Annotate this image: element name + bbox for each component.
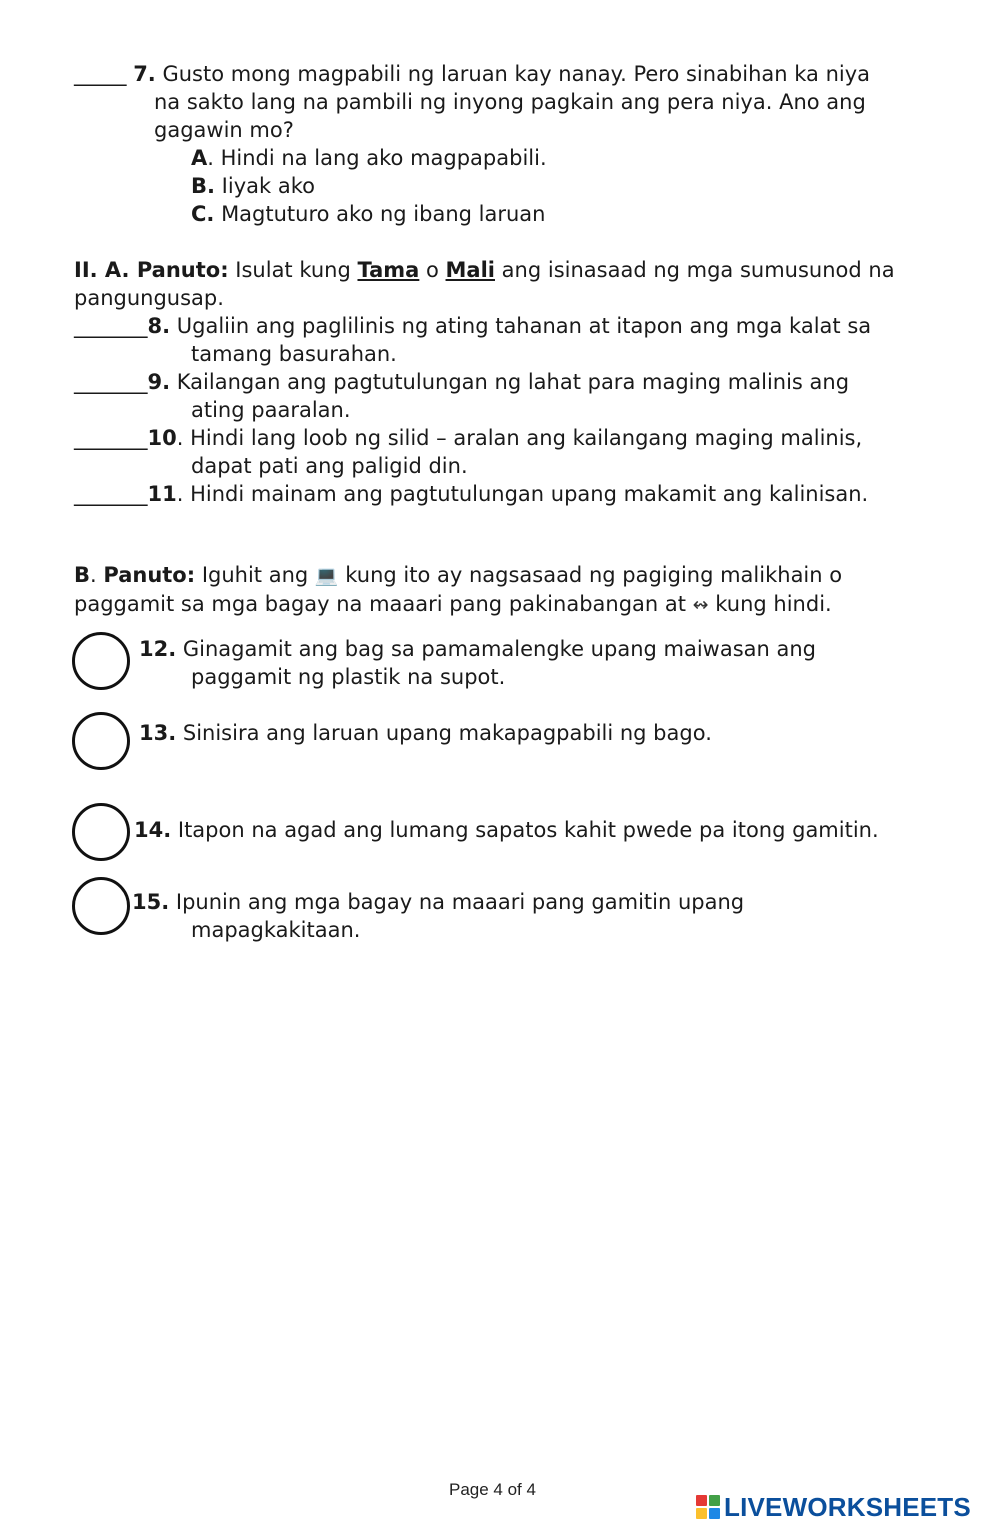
option-letter: B. [191, 174, 215, 198]
item-number: 10 [147, 426, 177, 450]
answer-blank[interactable]: _______ [74, 482, 148, 506]
panuto-label: Panuto: [103, 563, 196, 587]
answer-blank[interactable]: _____ [74, 62, 127, 86]
item-9: _______9. Kailangan ang pagtutulungan ng lahat para maging malinis ang [74, 370, 850, 394]
answer-circle-14[interactable] [72, 803, 130, 861]
mali-label: Mali [445, 258, 495, 282]
item-number: 12. [139, 637, 177, 661]
answer-circle-15[interactable] [72, 877, 130, 935]
item-number: 8. [147, 314, 171, 338]
question-7-line-1 [74, 60, 870, 88]
item-13: 13. Sinisira ang laruan upang makapagpabili ng bago. [139, 721, 712, 745]
item-12-line-2: paggamit ng plastik na supot. [191, 665, 506, 689]
answer-blank[interactable]: _______ [74, 426, 148, 450]
question-number: 7. [133, 62, 156, 86]
option-c [191, 200, 545, 228]
scribble-icon: ↭ [692, 594, 709, 616]
item-number: 13. [139, 721, 177, 745]
item-15-line-2: mapagkakitaan. [191, 918, 361, 942]
section-2a-instructions: II. A. Panuto: Isulat kung Tama o Mali ang isinasaad ng mga sumusunod na [74, 258, 895, 282]
item-number: 9. [147, 370, 171, 394]
option-text: Iiyak ako [214, 174, 315, 198]
item-number: 15. [132, 890, 170, 914]
item-number: 14. [134, 818, 172, 842]
section-letter: B [74, 563, 91, 587]
item-15: 15. Ipunin ang mga bagay na maaari pang gamitin upang [132, 890, 745, 914]
item-14: 14. Itapon na agad ang lumang sapatos kahit pwede pa itong gamitin. [134, 818, 879, 842]
question-7-line-3: gagawin mo? [154, 118, 294, 142]
section-2a-instructions-line-2: pangungusap. [74, 286, 224, 310]
option-letter: A [191, 146, 208, 170]
answer-blank[interactable]: _______ [74, 370, 148, 394]
question-text: Gusto mong magpabili ng laruan kay nanay. Pero sinabihan ka niya [162, 62, 871, 86]
option-text: Magtuturo ako ng ibang laruan [214, 202, 546, 226]
item-8: _______8. Ugaliin ang paglilinis ng ating tahanan at itapon ang mga kalat sa [74, 314, 872, 338]
item-number: 11 [147, 482, 177, 506]
answer-circle-12[interactable] [72, 632, 130, 690]
option-b [191, 172, 315, 200]
page-number: Page 4 of 4 [449, 1480, 536, 1499]
item-12: 12. Ginagamit ang bag sa pamamalengke upang maiwasan ang [139, 637, 817, 661]
section-label: II. A. Panuto: [74, 258, 229, 282]
option-a [191, 144, 547, 172]
item-8-line-2: tamang basurahan. [191, 342, 397, 366]
item-10-line-2: dapat pati ang paligid din. [191, 454, 468, 478]
option-letter: C. [191, 202, 215, 226]
item-11: _______11. Hindi mainam ang pagtutulungan upang makamit ang kalinisan. [74, 482, 869, 506]
option-text: . Hindi na lang ako magpapabili. [207, 146, 547, 170]
answer-circle-13[interactable] [72, 712, 130, 770]
brand-name: LIVEWORKSHEETS [724, 1491, 971, 1522]
answer-blank[interactable]: _______ [74, 314, 148, 338]
laptop-icon: 💻 [314, 565, 339, 587]
section-2b-instructions: B. Panuto: Iguhit ang 💻 kung ito ay nagsasaad ng pagiging malikhain o [74, 563, 843, 587]
question-7-line-2: na sakto lang na pambili ng inyong pagkain ang pera niya. Ano ang [154, 90, 866, 114]
tama-label: Tama [357, 258, 420, 282]
item-9-line-2: ating paaralan. [191, 398, 351, 422]
section-2b-instructions-line-2: paggamit sa mga bagay na maaari pang pakinabangan at ↭ kung hindi. [74, 592, 832, 616]
item-10: _______10. Hindi lang loob ng silid – aralan ang kailangang maging malinis, [74, 426, 863, 450]
logo-icon [696, 1495, 720, 1519]
liveworksheets-logo[interactable] [696, 1491, 971, 1523]
